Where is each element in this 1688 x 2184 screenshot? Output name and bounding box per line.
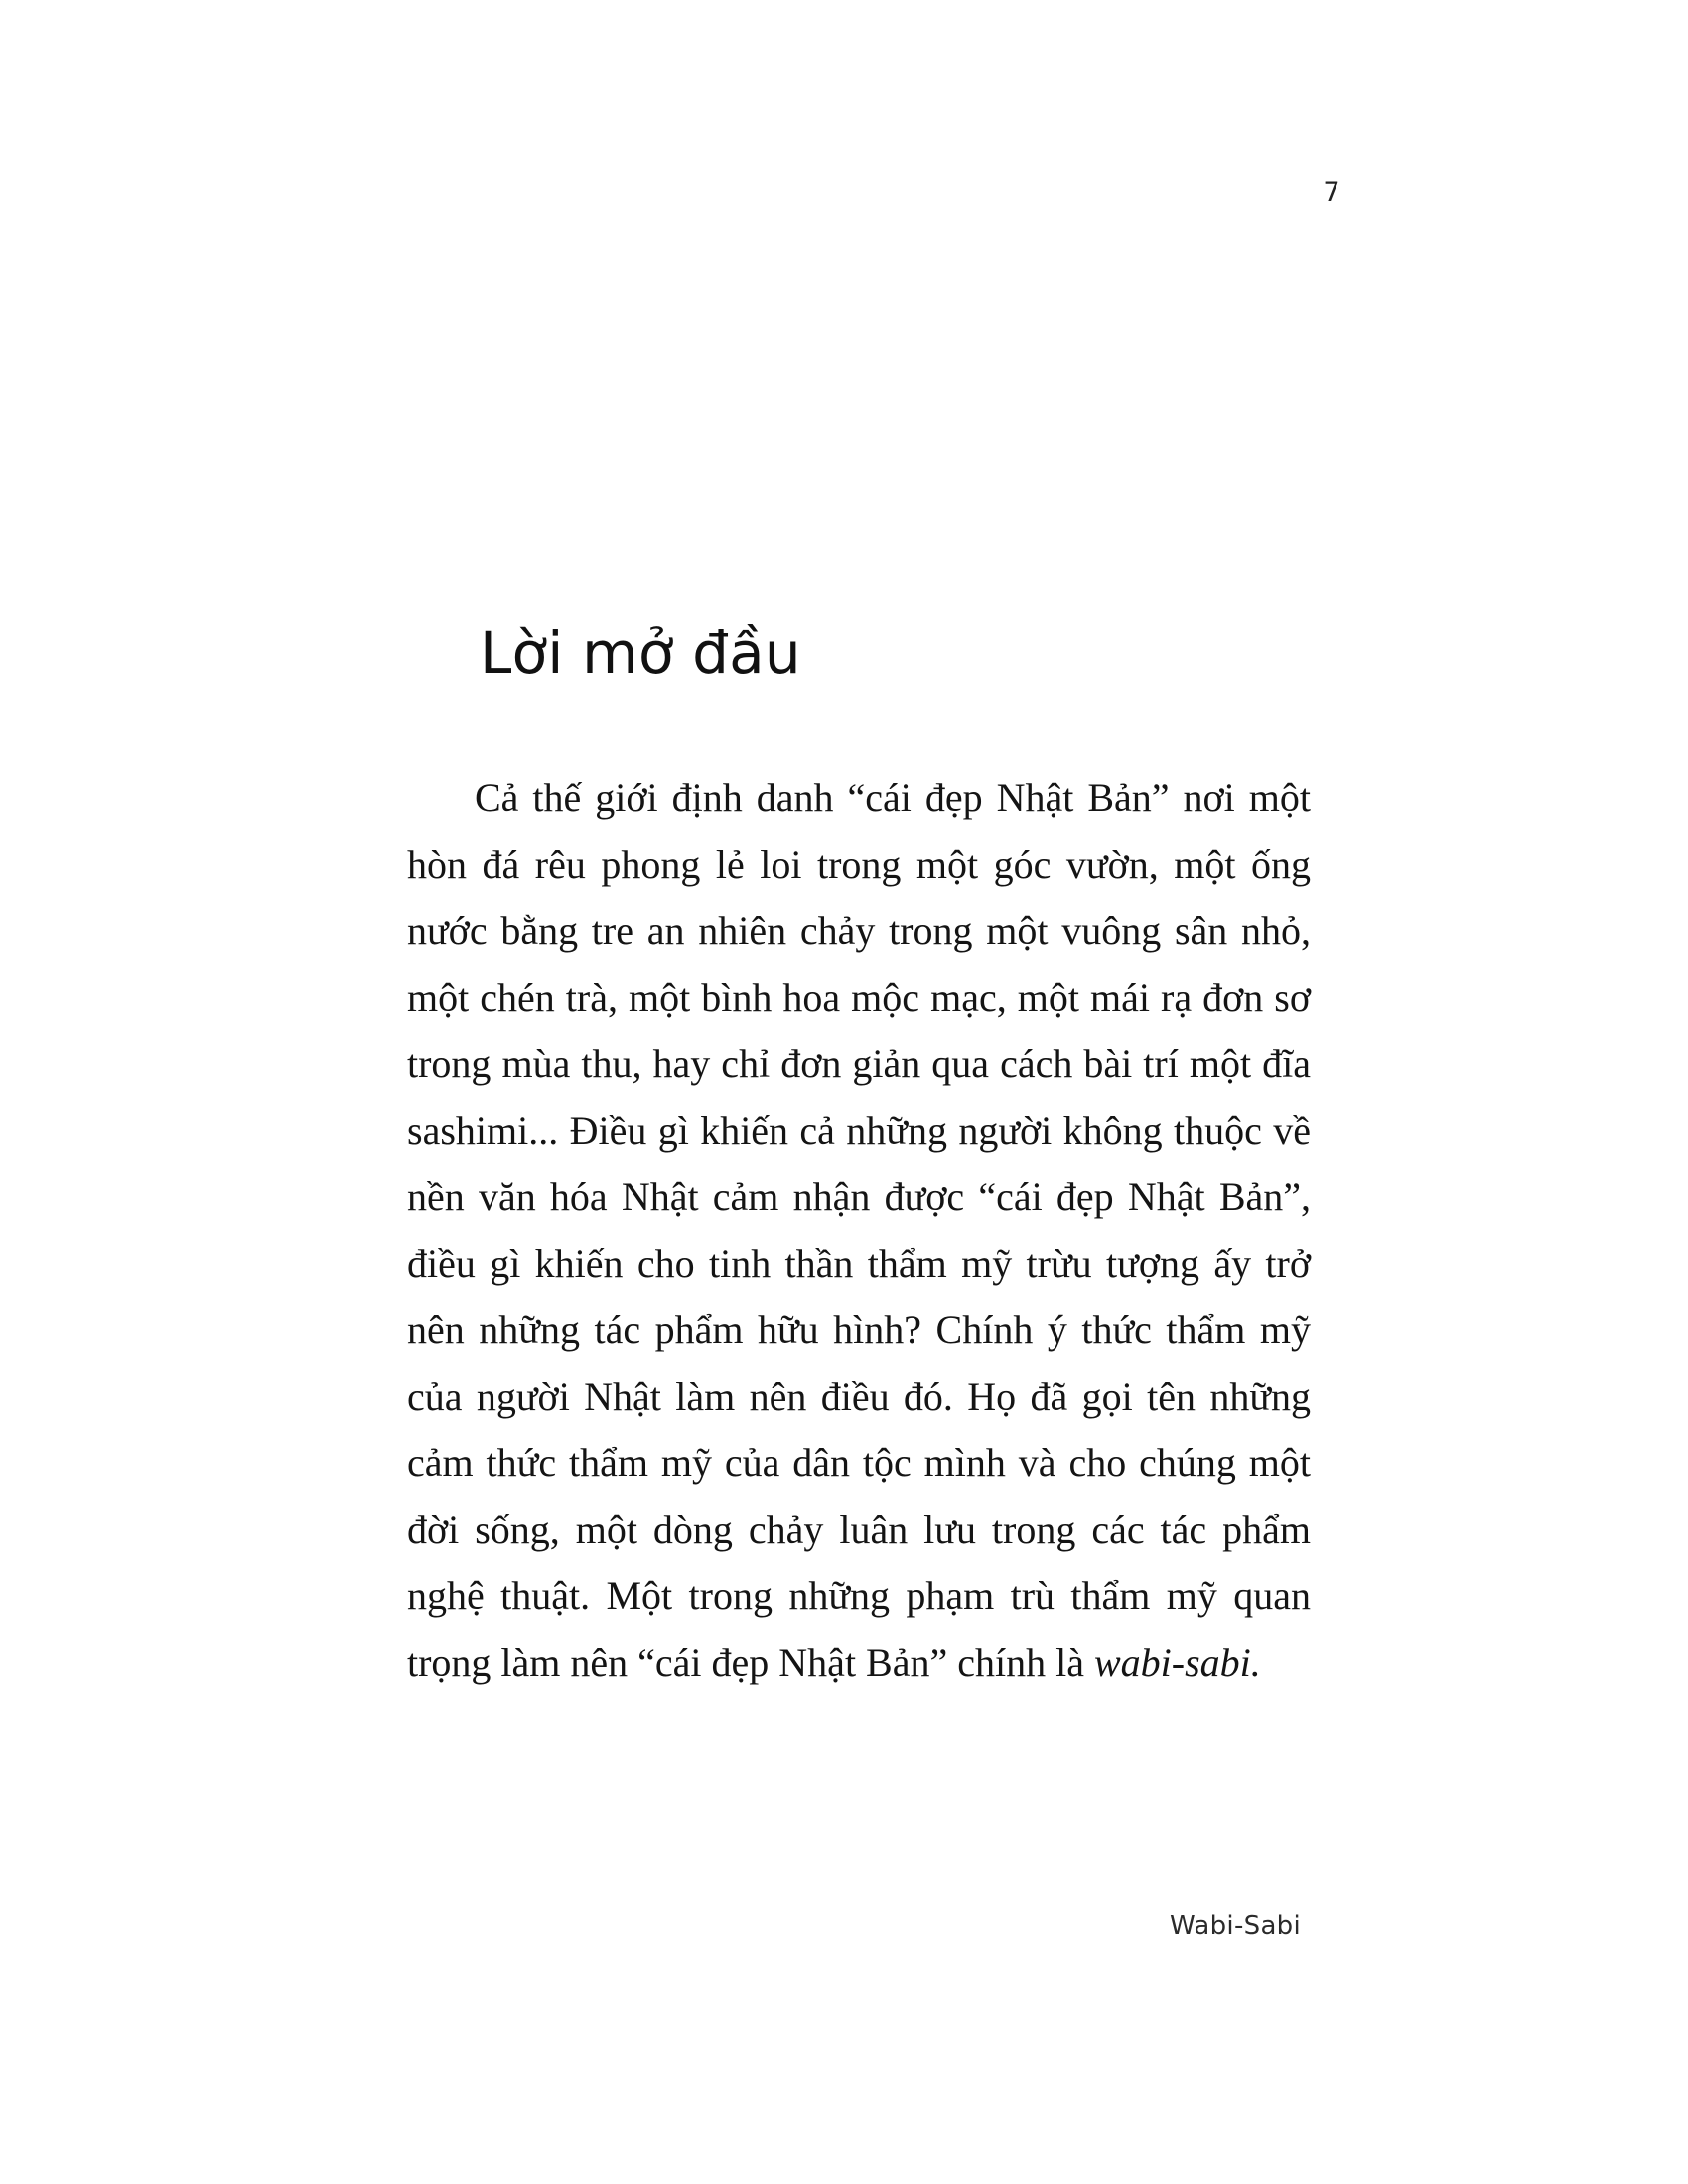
- paragraph-italic-term: wabi-sabi.: [1093, 1640, 1261, 1685]
- paragraph-text: Cả thế giới định danh “cái đẹp Nhật Bản” nơi một hòn đá rêu phong lẻ loi trong một góc vườn, một ống nước bằng tre an nhiên chảy trong một vuông sân nhỏ, một chén trà, một bình hoa mộc mạc, một mái rạ đơn sơ trong mùa thu, hay chỉ đơn giản qua cách bài trí một đĩa sashimi... Điều gì khiến cả những người không thuộc về nền văn hóa Nhật cảm nhận được “cái đẹp Nhật Bản”, điều gì khiến cho tinh thần thẩm mỹ trừu tượng ấy trở nên những tác phẩm hữu hình? Chính ý thức thẩm mỹ của người Nhật làm nên điều đó. Họ đã gọi tên những cảm thức thẩm mỹ của dân tộc mình và cho chúng một đời sống, một dòng chảy luân lưu trong các tác phẩm nghệ thuật. Một trong những phạm trù thẩm mỹ quan trọng làm nên “cái đẹp Nhật Bản” chính là: [407, 775, 1311, 1685]
- paragraph: [407, 764, 1311, 1696]
- body-text-block: [407, 764, 1311, 1696]
- footer-book-title: Wabi-Sabi: [1170, 1911, 1301, 1941]
- page-title: Lời mở đầu: [480, 618, 801, 687]
- page-number: 7: [1323, 177, 1340, 207]
